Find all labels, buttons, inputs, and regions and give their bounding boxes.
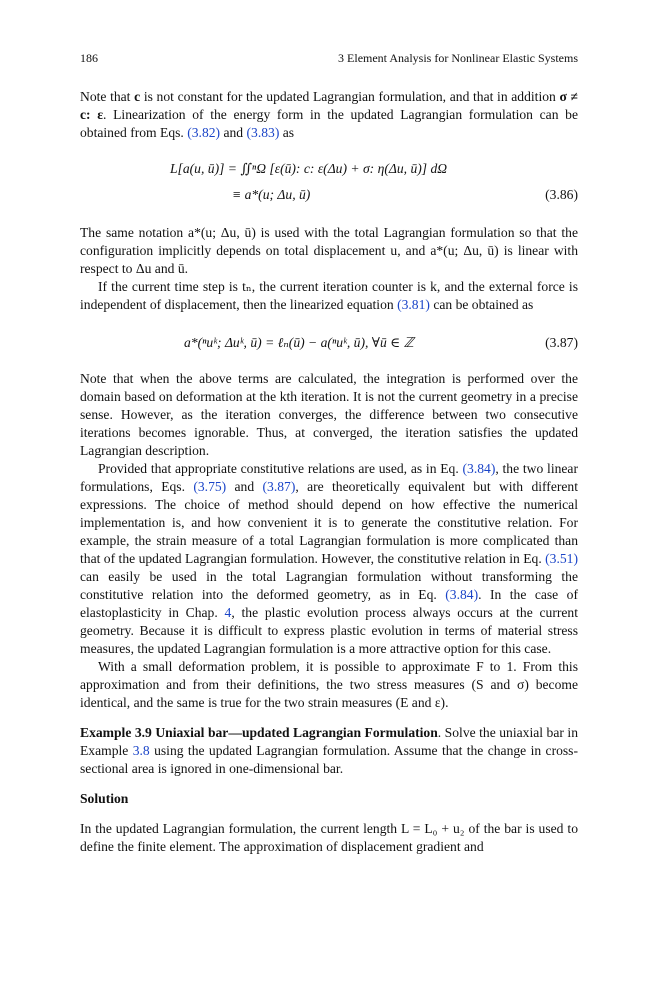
equation-3-86 <box>80 154 578 214</box>
eq-3-86-line2: ≡ a*(u; Δu, ū) <box>232 187 311 202</box>
ref-eq-3-83[interactable]: (3.83) <box>246 125 280 140</box>
eq-3-87-line: a*(ⁿuᵏ; Δuᵏ, ū) = ℓₙ(ū) − a(ⁿuᵏ, ū), ∀ū ∈ ℤ <box>184 335 414 350</box>
solution-paragraph: In the updated Lagrangian formulation, the current length L = L₀ + u₂ of the bar is used to define the finite element. The approximation of displacement gradient and <box>80 821 578 854</box>
paragraph-3: If the current time step is tₙ, the current iteration counter is k, and the external force is independent of displacement, then the linearized equation (3.81) can be obtained as <box>80 279 578 312</box>
ref-chap-4[interactable]: 4 <box>224 605 232 620</box>
ref-eq-3-82[interactable]: (3.82) <box>187 125 221 140</box>
page-body <box>80 88 578 856</box>
paragraph-5: Provided that appropriate constitutive relations are used, as in Eq. (3.84), the two linear formulations, Eqs. (3.75) and (3.87), are theoretically equivalent but with different expressions. The choice of method should depend on how effective the numerical implementation is, and how convenient it is to generate the constitutive relation. For example, the strain measure of a total Lagrangian formulation is more complicated than that of the updated Lagrangian formulation. However, the constitutive relation in Eq. (3.51) can easily be used in the total Lagrangian formulation without transforming the constitutive relation into the deformed geometry, as in Eq. (3.84). In the case of elastoplasticity in Chap. 4, the plastic evolution process always occurs at the current geometry. Because it is difficult to express plastic evolution in terms of material stress measures, the updated Lagrangian formulation is a more attractive option for this case. <box>80 461 579 656</box>
ref-eq-3-87[interactable]: (3.87) <box>262 479 296 494</box>
page-number: 186 <box>80 51 98 65</box>
solution-heading: Solution <box>80 791 129 806</box>
ref-eq-3-84-b[interactable]: (3.84) <box>445 587 479 602</box>
example-title: Example 3.9 Uniaxial bar—updated Lagrangian Formulation <box>80 725 438 740</box>
eq-3-86-number: (3.86) <box>545 187 578 202</box>
eq-3-87-number: (3.87) <box>545 335 578 350</box>
running-head: 3 Element Analysis for Nonlinear Elastic Systems <box>338 51 578 65</box>
paragraph-2: The same notation a*(u; Δu, ū) is used with the total Lagrangian formulation so that the configuration implicitly depends on total displacement u, and a*(u; Δu, ū) is linear with respect to Δu and ū. <box>80 225 578 276</box>
ref-eq-3-81[interactable]: (3.81) <box>397 297 430 312</box>
equation-3-87 <box>80 326 578 360</box>
paragraph-4: Note that when the above terms are calculated, the integration is performed over the domain based on deformation at the kth iteration. It is not the current geometry in a precise sense. However, as the iteration converges, the difference between two consecutive iterations becomes ignorable. Thus, at converged, the iteration satisfies the updated Lagrangian description. <box>80 371 578 458</box>
example-3-9: Example 3.9 Uniaxial bar—updated Lagrangian Formulation. Solve the uniaxial bar in Example 3.8 using the updated Lagrangian formulation. Assume that the change in cross-sectional area is ignored in one-dimensional bar. <box>80 725 578 776</box>
ref-example-3-8[interactable]: 3.8 <box>132 743 150 758</box>
sigma-relation: σ ≠ c: ε <box>80 89 578 122</box>
paragraph-1: Note that c is not constant for the updated Lagrangian formulation, and that in addition σ ≠ c: ε. Linearization of the energy form in the updated Lagrangian formulation can be obtained from Eqs. (3.82) and (3.83) as <box>80 89 578 140</box>
bold-c: c <box>134 89 141 104</box>
paragraph-6: With a small deformation problem, it is possible to approximate F to 1. From this approximation and from their definitions, the two stress measures (S and σ) become identical, and the same is true for the two strain measures (E and ε). <box>80 659 578 710</box>
ref-eq-3-51[interactable]: (3.51) <box>545 551 578 566</box>
ref-eq-3-75[interactable]: (3.75) <box>193 479 227 494</box>
eq-3-86-line1: L[a(u, ū)] = ∬ⁿΩ [ε(ū): c: ε(Δu) + σ: η(Δu, ū)] dΩ <box>170 161 448 176</box>
ref-eq-3-84[interactable]: (3.84) <box>462 461 496 476</box>
